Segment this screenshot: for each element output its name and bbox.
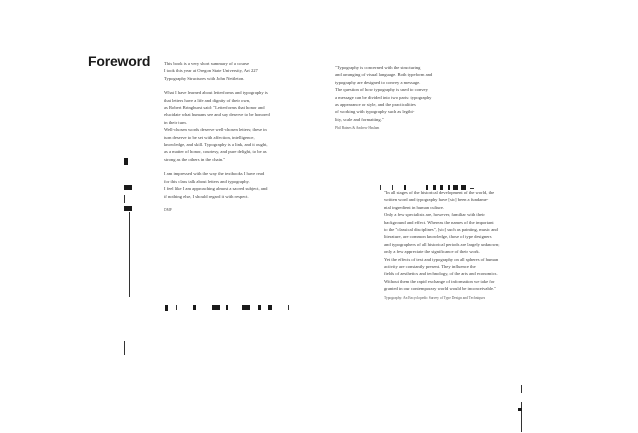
quote-line: to the "classical disciplines", [sic] such as painting, music and bbox=[384, 227, 498, 233]
text-line: knowledge, and skill. Typography is a link, and it ought, bbox=[164, 142, 268, 148]
quote-line: only a few appreciate the significance of their work. bbox=[384, 249, 480, 255]
decorative-mark bbox=[129, 212, 130, 297]
text-line: I feel like I am approaching almost a sacred subject, and bbox=[164, 186, 268, 192]
decorative-mark bbox=[440, 185, 443, 190]
quote-line: Only a few specialists are, however, familiar with their bbox=[384, 212, 485, 218]
decorative-mark bbox=[426, 185, 428, 190]
decorative-mark bbox=[124, 185, 132, 190]
quote-attribution: Phil Baines & Andrew Haslam bbox=[335, 126, 380, 131]
decorative-mark bbox=[268, 305, 272, 310]
decorative-mark bbox=[461, 185, 466, 190]
decorative-mark bbox=[193, 305, 196, 310]
text-line: as Robert Bringhurst said: "Letterforms that honor and bbox=[164, 105, 265, 111]
text-line: elucidate what humans see and say deserve to be honored bbox=[164, 112, 270, 118]
quote-line: a message can be divided into two parts: typography bbox=[335, 94, 432, 100]
decorative-mark bbox=[242, 305, 250, 310]
text-line: in their turn. bbox=[164, 119, 187, 125]
page-title: Foreword bbox=[88, 53, 151, 69]
quote-line: written word and typography have [sic] been a fundame- bbox=[384, 197, 489, 203]
quote-line: of working with typography such as legibi- bbox=[335, 109, 415, 115]
text-line: if nothing else, I should regard it with respect. bbox=[164, 193, 249, 199]
signature: DMP bbox=[164, 207, 172, 212]
intro-paragraph-3 bbox=[164, 170, 294, 200]
text-line: I took this year at Oregon State University, Art 227 bbox=[164, 68, 258, 74]
quote-line: Without them the rapid exchange of information we take for bbox=[384, 278, 495, 284]
text-line: Well-chosen words deserve well-chosen letters; these in bbox=[164, 127, 267, 133]
quote-line: "In all stages of the historical development of the world, the bbox=[384, 190, 495, 195]
quote-line: and arranging of visual language. Both typeform and bbox=[335, 72, 433, 78]
text-line: I am impressed with the way the textbooks I have read bbox=[164, 171, 265, 177]
decorative-mark bbox=[124, 195, 125, 203]
decorative-mark bbox=[124, 206, 132, 211]
text-line: turn deserve to be set with affection, intelligence, bbox=[164, 134, 255, 140]
quote-line: fields of aesthetics and technology, of the arts and economics. bbox=[384, 271, 498, 277]
foreword-intro bbox=[164, 60, 294, 214]
decorative-mark bbox=[518, 408, 522, 411]
decorative-mark bbox=[448, 185, 450, 190]
quote-line: activity are constantly present. They influence the bbox=[384, 264, 476, 270]
quote-line: "Typography is concerned with the structuring bbox=[335, 65, 421, 70]
decorative-mark bbox=[404, 185, 406, 190]
decorative-mark bbox=[433, 185, 436, 190]
text-line: strong as the others in the chain." bbox=[164, 156, 226, 162]
intro-paragraph-1 bbox=[164, 60, 294, 82]
decorative-mark bbox=[392, 185, 393, 190]
decorative-mark bbox=[258, 305, 261, 310]
quote-line: Yet the effects of text and typography on all spheres of human bbox=[384, 256, 499, 262]
quote-line: literature, are common knowledge, those of type designers bbox=[384, 234, 492, 240]
quote-line: granted in our contemporary world would be inconceivable." bbox=[384, 286, 497, 292]
decorative-mark bbox=[165, 305, 168, 311]
quote-line: as appearance or style, and the practicalities bbox=[335, 102, 416, 108]
quote-encyclopedic-survey bbox=[384, 189, 529, 302]
quote-line: ntal ingredient in human culture. bbox=[384, 204, 445, 210]
quote-line: The question of how typography is used to convey bbox=[335, 87, 428, 93]
text-line: This book is a very short summary of a course bbox=[164, 61, 250, 66]
quote-line: lity, scale and formatting." bbox=[335, 116, 384, 122]
decorative-mark bbox=[212, 305, 220, 310]
quote-line: and typographers of all historical periods are largely unknown; bbox=[384, 241, 500, 247]
decorative-mark bbox=[176, 305, 177, 310]
text-line: Typography Structures with John Nettleton. bbox=[164, 75, 245, 81]
decorative-mark bbox=[453, 185, 458, 190]
quote-attribution: Typography: An Encyclopedic Survey of Type Design and Techniques bbox=[384, 295, 486, 300]
decorative-mark bbox=[521, 402, 522, 432]
quote-line: typography are designed to convey a message. bbox=[335, 79, 421, 85]
decorative-mark bbox=[470, 188, 474, 189]
decorative-mark bbox=[124, 341, 125, 355]
quote-line: background and effect. Whereas the names of the important bbox=[384, 219, 494, 225]
decorative-mark bbox=[288, 305, 289, 310]
decorative-mark bbox=[521, 385, 522, 393]
decorative-mark bbox=[226, 305, 228, 310]
quote-baines-haslam bbox=[335, 64, 445, 133]
text-line: for this class talk about letters and typography. bbox=[164, 178, 250, 184]
decorative-mark bbox=[380, 185, 381, 190]
text-line: What I have learned about letterforms and typography is bbox=[164, 90, 268, 96]
text-line: that letters have a life and dignity of their own, bbox=[164, 97, 251, 103]
decorative-mark bbox=[124, 158, 128, 165]
intro-paragraph-2 bbox=[164, 89, 294, 163]
text-line: as a matter of honor, courtesy, and pure delight, to be as bbox=[164, 149, 267, 155]
